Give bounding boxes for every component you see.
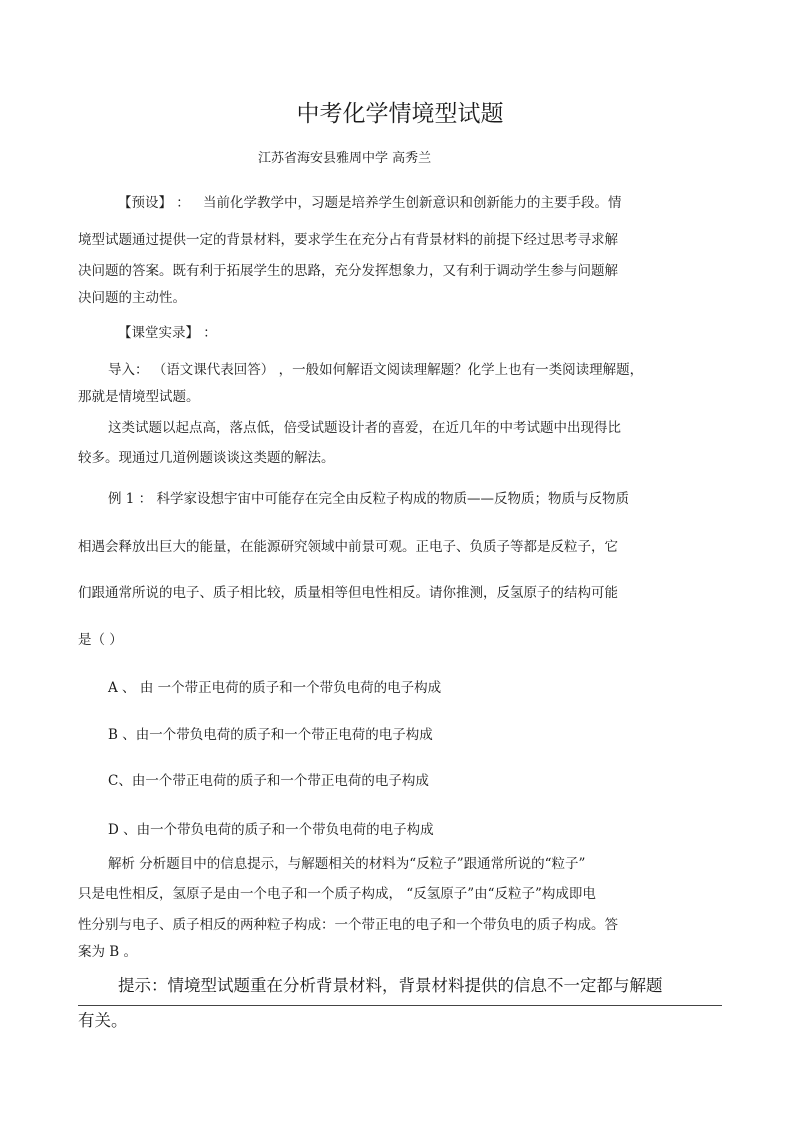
- horizontal-rule: [78, 1005, 722, 1006]
- example-line: 是（ ）: [78, 632, 123, 648]
- hint-line: 有关。: [78, 1011, 128, 1030]
- hint-line: 提示：情境型试题重在分析背景材料，背景材料提供的信息不一定都与解题: [118, 976, 663, 995]
- preset-line: 当前化学教学中，习题是培养学生创新意识和创新能力的主要手段。情: [203, 195, 622, 211]
- example-line: 们跟通常所说的电子、质子相比较，质量相等但电性相反。请你推测，反氢原子的结构可能: [78, 585, 618, 601]
- analysis-line: 解析 分析题目中的信息提示，与解题相关的材料为“反粒子”跟通常所说的“粒子”: [108, 856, 586, 872]
- preset-line: 决问题的主动性。: [78, 290, 186, 306]
- option-a: A 、 由 一个带正电荷的质子和一个带负电荷的电子构成: [108, 680, 442, 696]
- intro-line: 那就是情境型试题。: [78, 389, 200, 405]
- option-b: B 、由一个带负电荷的质子和一个带正电荷的电子构成: [108, 727, 433, 743]
- analysis-line: 案为 B 。: [78, 944, 138, 960]
- option-d: D 、由一个带负电荷的质子和一个带负电荷的电子构成: [108, 822, 434, 838]
- example-line: 例 1 ： 科学家设想宇宙中可能存在完全由反粒子构成的物质——反物质；物质与反物质: [108, 491, 629, 507]
- analysis-line: 只是电性相反，氢原子是由一个电子和一个质子构成， “反氢原子”由“反粒子”构成即电: [78, 886, 596, 902]
- paragraph-line: 较多。现通过几道例题谈谈这类题的解法。: [78, 450, 335, 466]
- analysis-line: 性分别与电子、质子相反的两种粒子构成：一个带正电的电子和一个带负电的质子构成。答: [78, 917, 618, 933]
- option-c: C、由一个带正电荷的质子和一个带正电荷的电子构成: [108, 773, 429, 789]
- example-line: 相遇会释放出巨大的能量，在能源研究领域中前景可观。正电子、负质子等都是反粒子，它: [78, 539, 618, 555]
- preset-label: 【预设】 ：: [118, 195, 190, 211]
- intro-line: 导入： （语文课代表回答） ，一般如何解语文阅读理解题？化学上也有一类阅读理解题，: [108, 362, 644, 378]
- document-title: 中考化学情境型试题: [296, 101, 504, 127]
- preset-line: 决问题的答案。既有利于拓展学生的思路，充分发挥想象力，又有利于调动学生参与问题解: [78, 263, 618, 279]
- record-label: 【课堂实录】 ：: [118, 325, 217, 341]
- preset-line: 境型试题通过提供一定的背景材料，要求学生在充分占有背景材料的前提下经过思考寻求解: [78, 232, 618, 248]
- author-line: 江苏省海安县雅周中学 高秀兰: [258, 151, 432, 166]
- paragraph-line: 这类试题以起点高，落点低，倍受试题设计者的喜爱，在近几年的中考试题中出现得比: [108, 420, 621, 436]
